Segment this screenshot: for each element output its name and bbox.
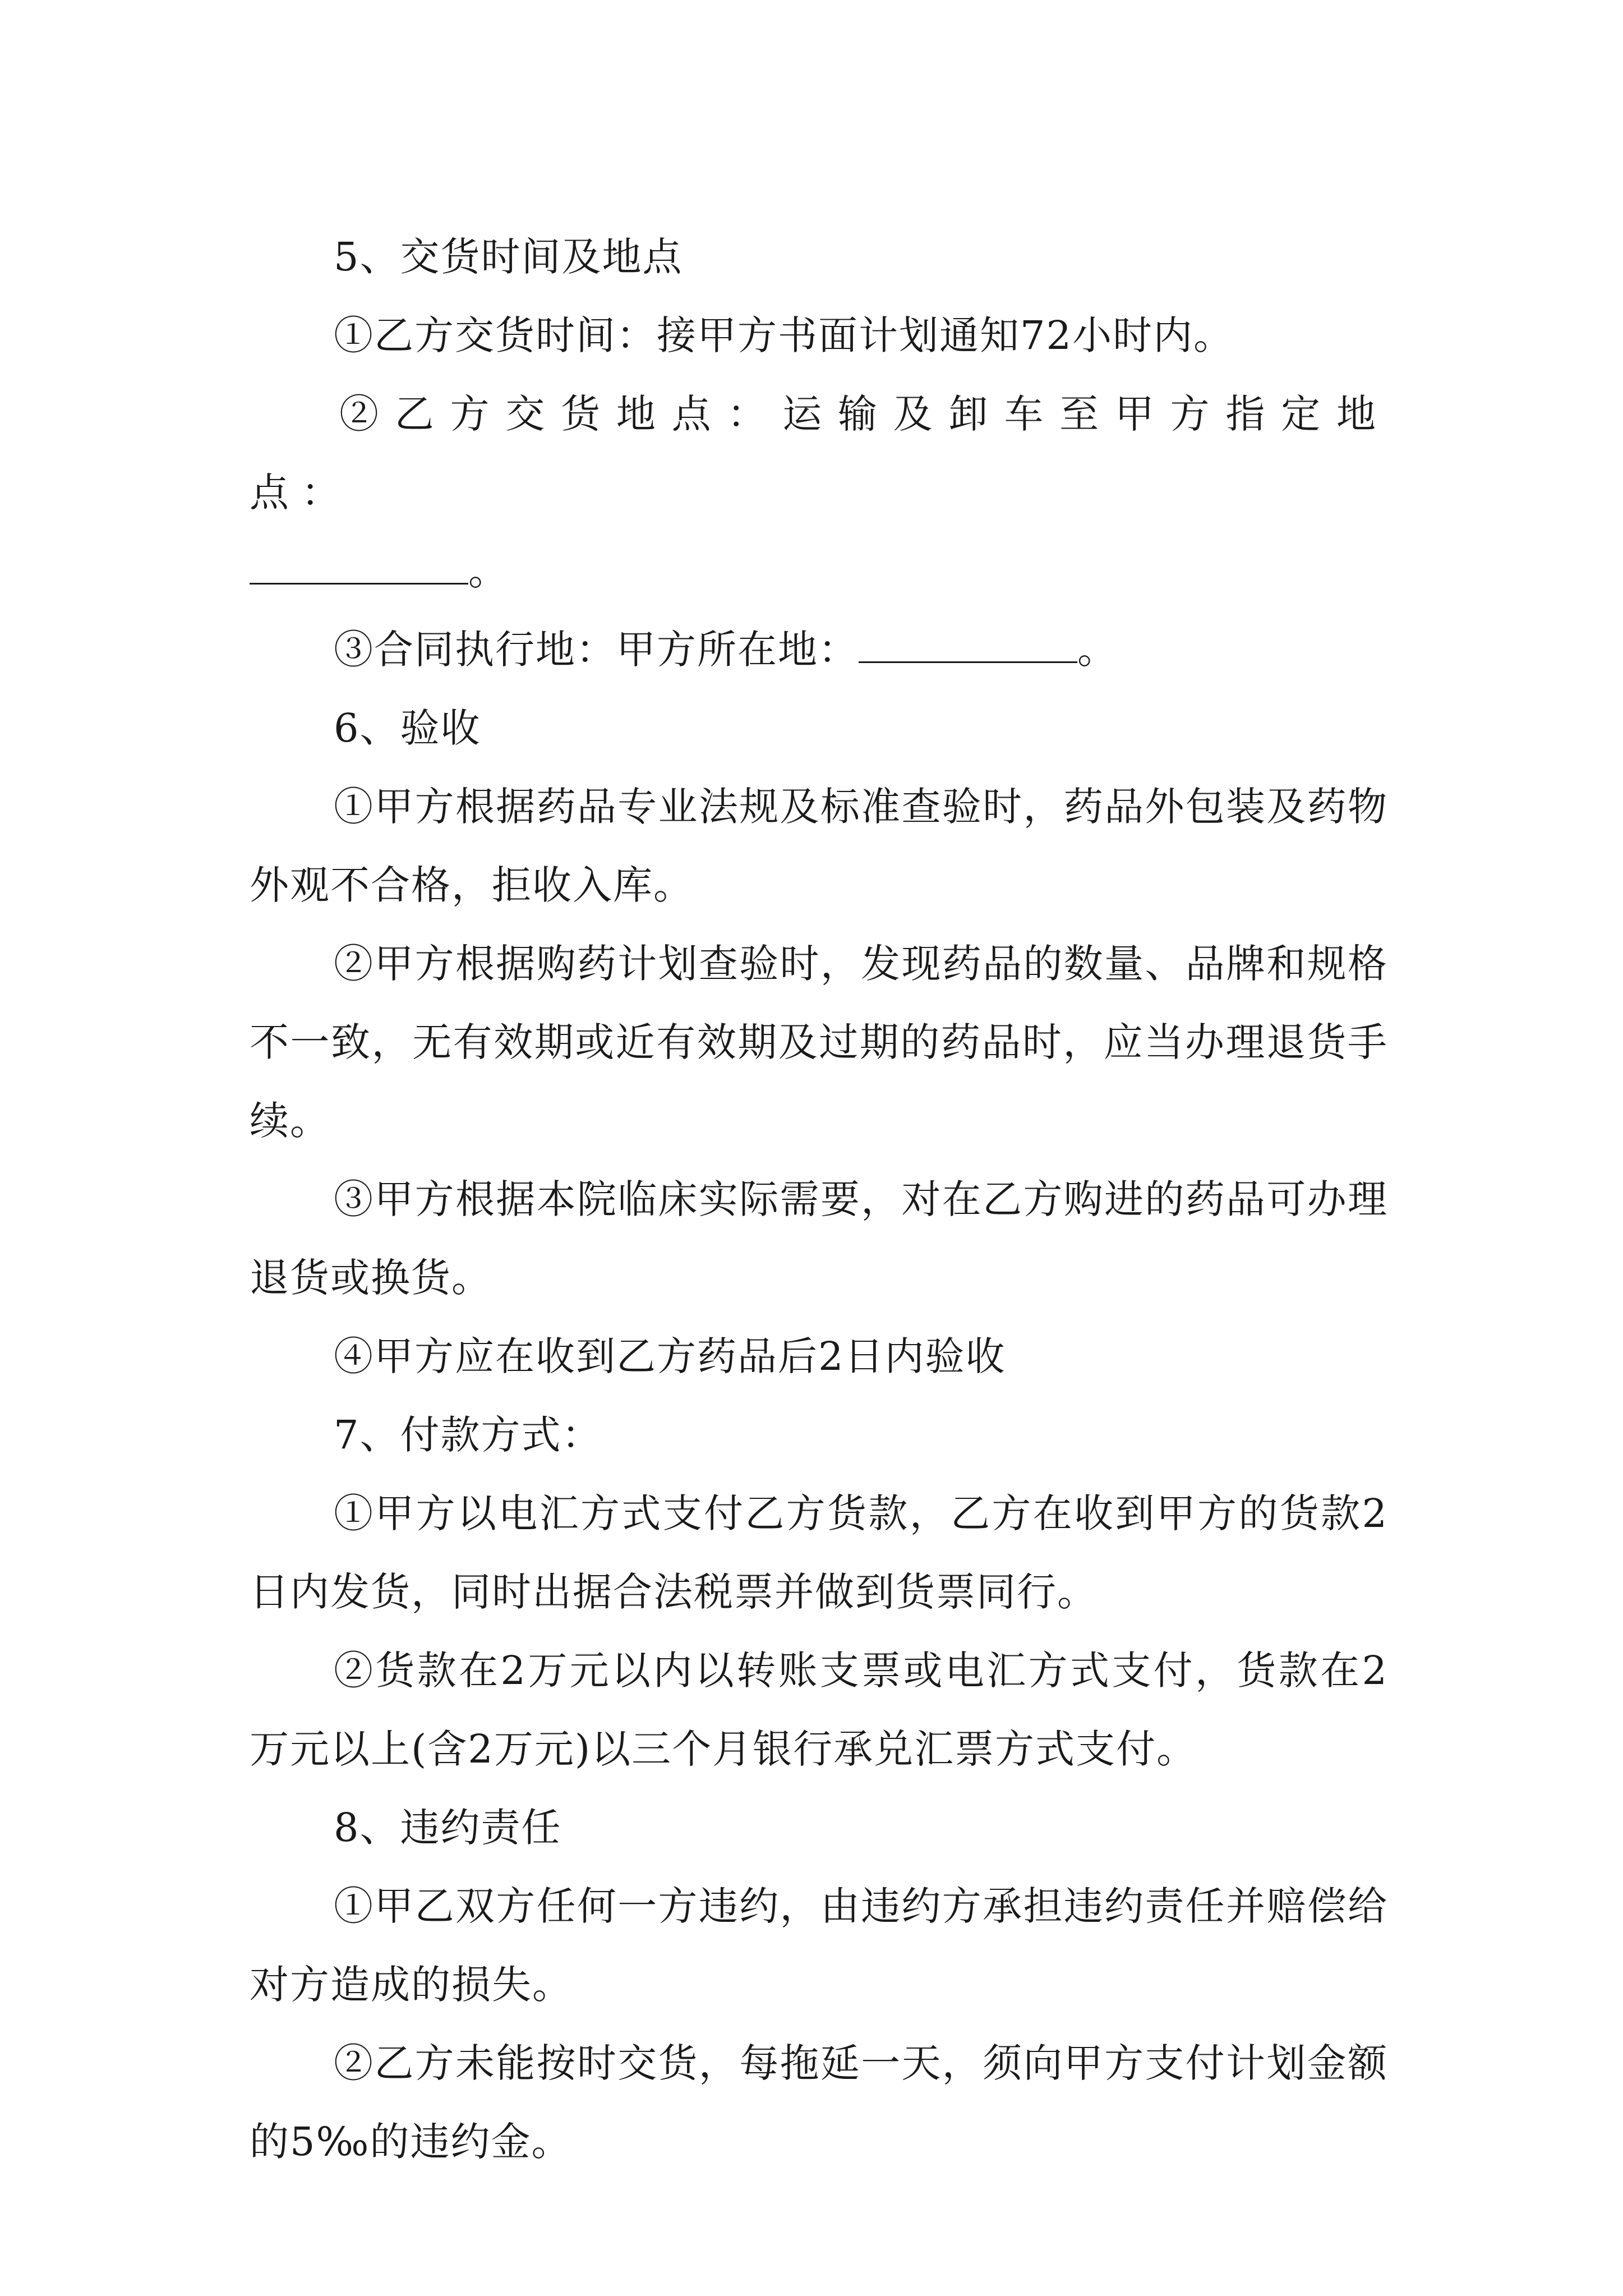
clause-payment-1: ①甲方以电汇方式支付乙方货款，乙方在收到甲方的货款2日内发货，同时出据合法税票并做到货票同行。	[250, 1490, 1388, 1615]
clause-payment-2: ②货款在2万元以内以转账支票或电汇方式支付，货款在2万元以上(含2万元)以三个月银行承兑汇票方式支付。	[250, 1648, 1388, 1772]
clause-delivery-place-blank-line	[250, 532, 1388, 610]
section-heading-delivery: 5、交货时间及地点	[334, 234, 683, 280]
clause-liability-2: ②乙方未能按时交货，每拖延一天，须向甲方支付计划金额的5‰的违约金。	[250, 2040, 1388, 2165]
section-heading-acceptance: 6、验收	[334, 705, 481, 751]
clause-delivery-place-text: ②乙方交货地点：运输及卸车至甲方指定地点：	[250, 391, 1388, 516]
clause-liability-1: ①甲乙双方任何一方违约，由违约方承担违约责任并赔偿给对方造成的损失。	[250, 1883, 1388, 2008]
clause-acceptance-4: ④甲方应在收到乙方药品后2日内验收	[334, 1333, 1006, 1379]
clause-acceptance-3: ③甲方根据本院临床实际需要，对在乙方购进的药品可办理退货或换货。	[250, 1176, 1388, 1301]
fill-in-blank-contract-location[interactable]	[859, 629, 1077, 663]
section-heading-payment: 7、付款方式：	[334, 1412, 602, 1458]
clause-delivery-place	[250, 375, 1388, 532]
document-body	[250, 218, 1388, 2181]
fill-in-blank-delivery-place[interactable]	[250, 550, 468, 585]
clause-contract-location-end: 。	[1077, 627, 1118, 673]
section-heading-liability: 8、违约责任	[334, 1805, 562, 1851]
clause-delivery-place-end: 。	[468, 548, 509, 594]
clause-delivery-time: ①乙方交货时间：接甲方书面计划通知72小时内。	[334, 312, 1234, 358]
clause-contract-location	[250, 610, 1388, 689]
clause-acceptance-1: ①甲方根据药品专业法规及标准查验时，药品外包装及药物外观不合格，拒收入库。	[250, 784, 1388, 908]
clause-contract-location-text: ③合同执行地：甲方所在地：	[334, 627, 859, 673]
clause-acceptance-2: ②甲方根据购药计划查验时，发现药品的数量、品牌和规格不一致，无有效期或近有效期及过期的药品时，应当办理退货手续。	[250, 941, 1388, 1144]
